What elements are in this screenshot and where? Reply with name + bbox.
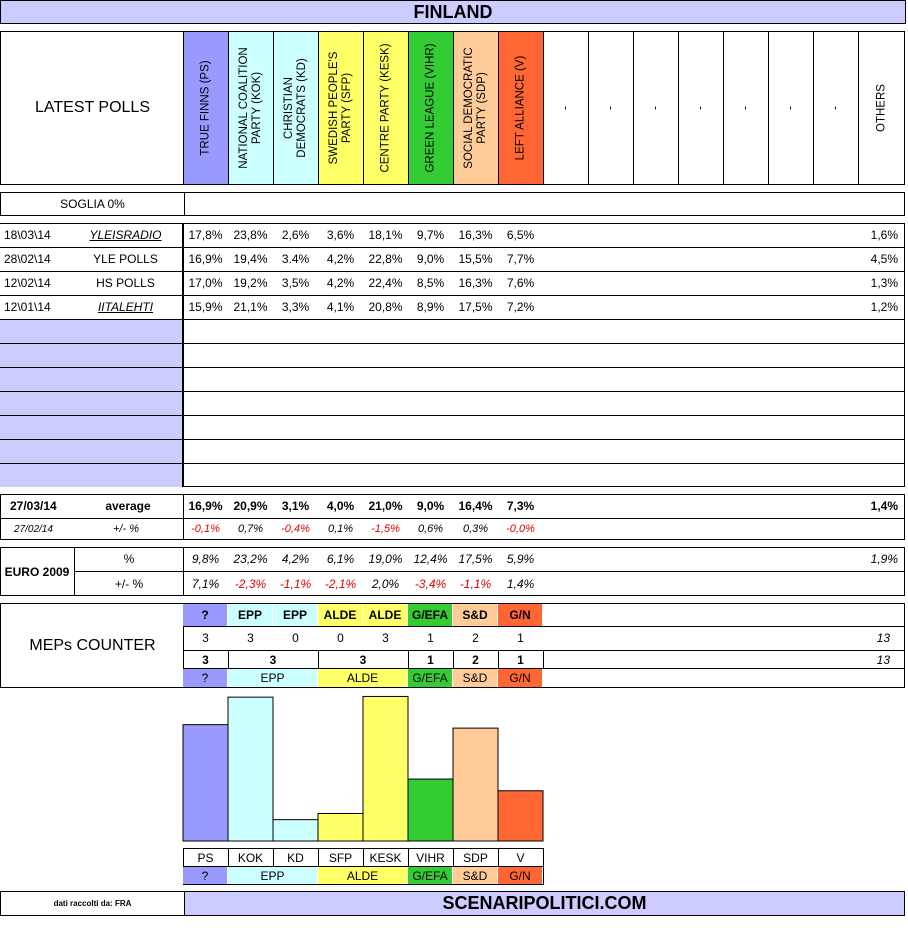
average-value: 16,9% <box>188 499 223 513</box>
party-name: CHRISTIAN DEMOCRATS (KD) <box>283 58 308 158</box>
average-value: 21,0% <box>368 499 403 513</box>
merged-mep-group: EPP <box>228 669 318 687</box>
poll-source[interactable]: IITALEHTI <box>97 300 154 314</box>
party-column-header <box>408 31 454 185</box>
euro-label: EURO 2009 <box>4 564 70 579</box>
poll-row-label-cell <box>0 344 183 367</box>
euro-value: 17,5% <box>458 552 493 566</box>
others-column-header <box>858 31 905 185</box>
mep-count: 2 <box>472 631 479 645</box>
euro-diff-value: -1,1% <box>459 576 492 591</box>
empty-party-column <box>588 31 634 185</box>
poll-value: 3,6% <box>326 228 355 242</box>
empty-party-placeholder: - <box>739 106 752 110</box>
merged-mep-group: ALDE <box>318 669 408 687</box>
mep-count: 1 <box>517 631 524 645</box>
empty-party-placeholder: - <box>649 106 662 110</box>
threshold-label: SOGLIA 0% <box>60 197 125 211</box>
poll-value: 17,8% <box>188 228 223 242</box>
mep-group-label: EPP <box>228 604 273 626</box>
poll-value: 17,5% <box>458 300 493 314</box>
euro-pct-label: % <box>123 552 135 566</box>
footer-bar <box>0 891 905 916</box>
euro-value: 4,2% <box>281 552 310 566</box>
euro-diff-value: 7,1% <box>191 576 220 591</box>
merged-mep-count: 2 <box>472 652 479 667</box>
poll-date: 12\02\14 <box>4 276 51 290</box>
party-column-header <box>183 31 229 185</box>
poll-source[interactable]: YLEISRADIO <box>89 228 162 242</box>
poll-row-label-cell <box>0 368 183 391</box>
poll-source: HS POLLS <box>96 276 155 290</box>
empty-party-column <box>633 31 679 185</box>
euro-value: 9,8% <box>191 552 220 566</box>
others-label: OTHERS <box>875 84 887 132</box>
page-title: FINLAND <box>413 1 493 22</box>
mep-count: 3 <box>202 631 209 645</box>
mep-count: 0 <box>337 631 344 645</box>
poll-value: 3.4% <box>281 252 310 266</box>
chart-category-label: SFP <box>328 850 353 865</box>
chart-category-label: SDP <box>463 850 488 865</box>
euro-diff-value: -2,3% <box>234 576 267 591</box>
empty-party-column <box>813 31 859 185</box>
chart-bar <box>228 697 273 841</box>
empty-party-placeholder: - <box>604 106 617 110</box>
average-diff-value: -0,4% <box>281 523 310 535</box>
latest-polls-label: LATEST POLLS <box>34 99 150 116</box>
chart-category-label: KD <box>287 850 304 865</box>
average-value: 9,0% <box>416 499 445 513</box>
average-diff-value: 0,6% <box>417 523 444 535</box>
mep-count: 3 <box>247 631 254 645</box>
poll-value: 22,4% <box>368 276 403 290</box>
euro-value: 19,0% <box>368 552 403 566</box>
euro-diff-label: +/- % <box>114 576 144 591</box>
poll-date: 18\03\14 <box>4 228 51 242</box>
poll-value: 8,9% <box>416 300 445 314</box>
threshold-row <box>0 192 905 216</box>
party-column-header <box>273 31 319 185</box>
poll-value: 15,5% <box>458 252 493 266</box>
empty-party-placeholder: - <box>784 106 797 110</box>
poll-value: 16,9% <box>188 252 223 266</box>
chart-category-label: VIHR <box>416 850 445 865</box>
poll-value: 19,4% <box>233 252 268 266</box>
mep-count: 0 <box>292 631 299 645</box>
poll-date: 28\02\14 <box>4 252 51 266</box>
party-name: TRUE FINNS (PS) <box>199 60 212 156</box>
poll-value: 23,8% <box>233 228 268 242</box>
poll-value: 6,5% <box>506 228 535 242</box>
euro-value: 12,4% <box>413 552 448 566</box>
poll-value: 15,9% <box>188 300 223 314</box>
poll-value: 4,1% <box>326 300 355 314</box>
average-diff-value: -0,0% <box>506 523 535 535</box>
empty-party-placeholder: - <box>559 106 572 110</box>
average-diff-value: 0,1% <box>327 523 354 535</box>
party-column-header <box>453 31 499 185</box>
poll-row-label-cell <box>0 464 183 487</box>
party-name: SOCIAL DEMOCRATIC PARTY (SDP) <box>463 47 488 169</box>
euro-diff-value: -3,4% <box>414 576 447 591</box>
page-title-bar <box>0 0 906 24</box>
poll-others-value: 4,5% <box>870 252 898 266</box>
poll-value: 2,6% <box>281 228 310 242</box>
merged-mep-total: 13 <box>876 652 890 667</box>
meps-label: MEPs COUNTER <box>29 636 156 654</box>
euro-value: 6,1% <box>326 552 355 566</box>
euro-diff-value: 1,4% <box>506 576 535 591</box>
merged-mep-count: 3 <box>269 652 277 667</box>
chart-category-label: KOK <box>237 850 264 865</box>
poll-value: 9,0% <box>416 252 445 266</box>
empty-party-column <box>768 31 814 185</box>
previous-average-date: 27/02/14 <box>14 523 53 535</box>
poll-value: 4,2% <box>326 252 355 266</box>
average-diff-value: -0,1% <box>191 523 220 535</box>
party-name: CENTRE PARTY (KESK) <box>379 43 392 173</box>
euro-diff-value: -1,1% <box>279 576 312 591</box>
chart-bar <box>453 728 498 841</box>
mep-group-label: ALDE <box>363 604 408 626</box>
merged-mep-group: G/EFA <box>408 669 453 687</box>
average-diff-value: -1,5% <box>371 523 400 535</box>
chart-bar <box>273 820 318 841</box>
merged-mep-count: 1 <box>427 652 434 667</box>
poll-row-label-cell <box>0 392 183 415</box>
party-column-header <box>228 31 274 185</box>
merged-mep-group: ? <box>183 669 228 687</box>
poll-others-value: 1,6% <box>870 228 898 242</box>
mep-group-label: ? <box>183 604 228 626</box>
average-value: 3,1% <box>281 499 310 513</box>
mep-group-label: EPP <box>273 604 318 626</box>
poll-date: 12\01\14 <box>4 300 51 314</box>
poll-value: 3,5% <box>281 276 310 290</box>
poll-value: 16,3% <box>458 276 493 290</box>
average-value: 4,0% <box>326 499 355 513</box>
poll-value: 4,2% <box>326 276 355 290</box>
mep-count: 1 <box>427 631 434 645</box>
poll-value: 8,5% <box>416 276 445 290</box>
party-name: GREEN LEAGUE (VIHR) <box>424 43 437 173</box>
empty-party-column <box>543 31 589 185</box>
party-column-header <box>498 31 544 185</box>
poll-value: 7,6% <box>506 276 535 290</box>
average-label: average <box>105 499 151 513</box>
chart-bar <box>498 791 543 841</box>
chart-category-label: KESK <box>369 850 402 865</box>
site-link[interactable]: SCENARIPOLITICI.COM <box>185 892 904 915</box>
empty-party-placeholder: - <box>829 106 842 110</box>
poll-value: 22,8% <box>368 252 403 266</box>
mep-group-label: G/N <box>498 604 543 626</box>
poll-value: 17,0% <box>188 276 223 290</box>
poll-others-value: 1,3% <box>870 276 898 290</box>
poll-value: 19,2% <box>233 276 268 290</box>
average-value: 16,4% <box>458 499 493 513</box>
average-others-value: 1,4% <box>870 499 898 513</box>
poll-row-label-cell <box>0 416 183 439</box>
poll-value: 20,8% <box>368 300 403 314</box>
chart-group-label: ? <box>183 867 228 884</box>
average-diff-label: +/- % <box>113 523 139 535</box>
merged-mep-count: 3 <box>359 652 367 667</box>
poll-value: 7,2% <box>506 300 535 314</box>
chart-group-label: S&D <box>453 867 498 884</box>
poll-value: 3,3% <box>281 300 310 314</box>
chart-bar <box>408 779 453 841</box>
empty-party-column <box>678 31 724 185</box>
party-name: LEFT ALLIANCE (V) <box>514 55 527 161</box>
chart-category-label: V <box>516 850 525 865</box>
average-diff-value: 0,7% <box>237 523 264 535</box>
average-diff-value: 0,3% <box>462 523 489 535</box>
euro-value: 5,9% <box>506 552 535 566</box>
merged-mep-count: 1 <box>517 652 524 667</box>
merged-mep-group: S&D <box>453 669 498 687</box>
mep-total: 13 <box>876 631 890 645</box>
euro-diff-value: 2,0% <box>371 576 400 591</box>
poll-source: YLE POLLS <box>93 252 158 266</box>
euro-diff-value: -2,1% <box>324 576 357 591</box>
poll-row-label-cell <box>0 440 183 463</box>
euro-value: 23,2% <box>233 552 268 566</box>
mep-count: 3 <box>382 631 389 645</box>
chart-bar <box>363 696 408 841</box>
chart-group-label: EPP <box>228 867 318 884</box>
merged-mep-group: G/N <box>498 669 543 687</box>
average-value: 20,9% <box>233 499 268 513</box>
average-date: 27/03/14 <box>10 499 57 513</box>
chart-bar <box>318 813 363 841</box>
poll-value: 21,1% <box>233 300 268 314</box>
euro-others-value: 1,9% <box>870 552 898 566</box>
party-column-header <box>318 31 364 185</box>
poll-value: 9,7% <box>416 228 445 242</box>
party-column-header <box>363 31 409 185</box>
empty-party-placeholder: - <box>694 106 707 110</box>
poll-others-value: 1,2% <box>870 300 898 314</box>
source-note: dati raccolti da: FRA <box>53 899 132 908</box>
chart-category-label: PS <box>197 850 214 865</box>
poll-row-label-cell <box>0 320 183 343</box>
party-name: NATIONAL COALITION PARTY (KOK) <box>238 47 263 169</box>
poll-value: 7,7% <box>506 252 535 266</box>
chart-group-label: G/EFA <box>408 867 453 884</box>
chart-bar <box>183 725 228 841</box>
empty-party-column <box>723 31 769 185</box>
chart-group-label: ALDE <box>318 867 408 884</box>
poll-value: 16,3% <box>458 228 493 242</box>
poll-value: 18,1% <box>368 228 403 242</box>
merged-mep-count: 3 <box>202 652 209 667</box>
mep-group-label: G/EFA <box>408 604 453 626</box>
mep-group-label: ALDE <box>318 604 363 626</box>
mep-group-label: S&D <box>453 604 498 626</box>
party-name: SWEDISH PEOPLE'S PARTY (SFP) <box>328 51 353 165</box>
average-value: 7,3% <box>506 499 535 513</box>
chart-group-label: G/N <box>498 867 543 884</box>
